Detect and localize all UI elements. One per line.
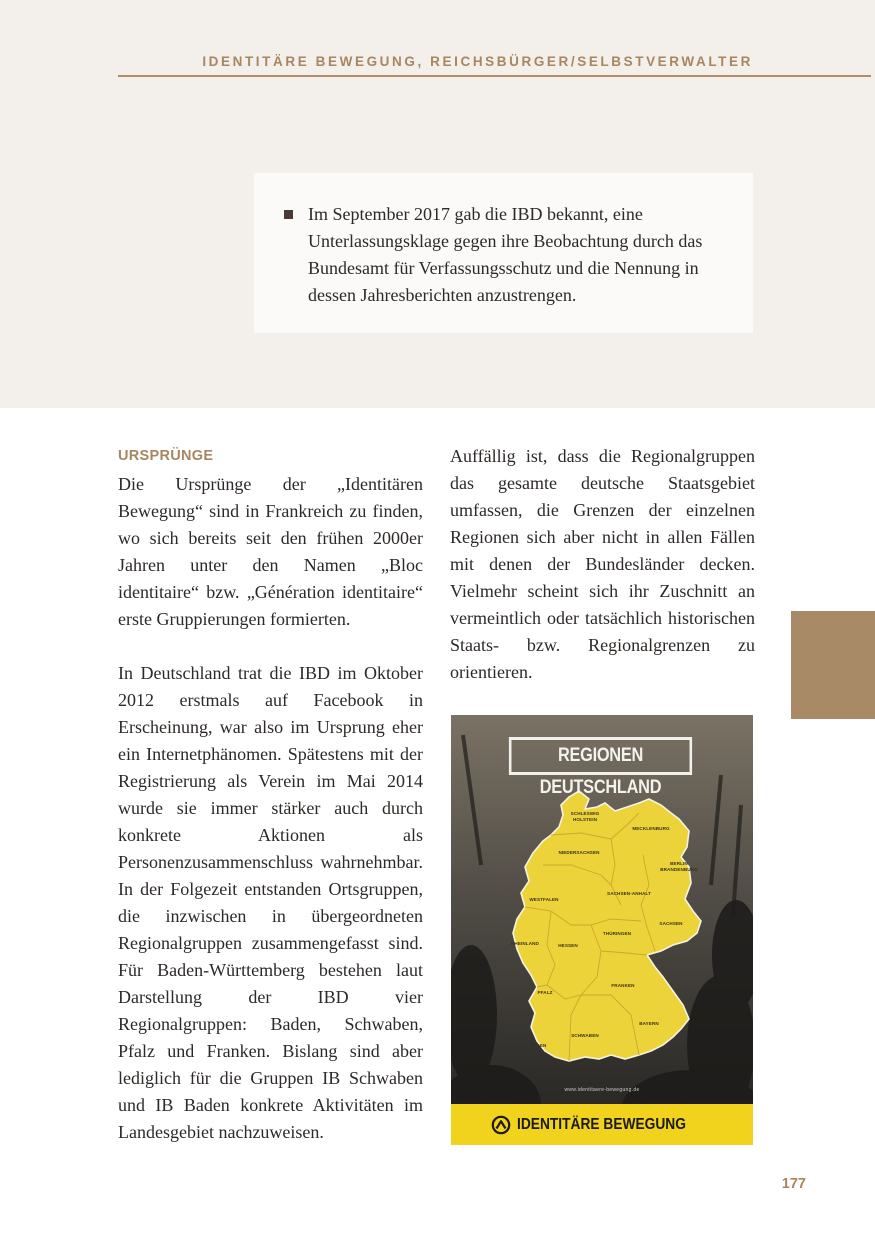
region-label-franken: FRANKEN [611, 983, 635, 988]
region-label-pfalz: PFALZ [537, 990, 553, 995]
lambda-logo-icon [491, 1115, 511, 1135]
poster-image [451, 715, 753, 1145]
header-rule [118, 75, 871, 77]
paragraph-germany: In Deutschland trat die IBD im Oktober 2012 erstmals auf Facebook in Erscheinung, war also im Ursprung eher ein Internetphänomen. Spätestens mit der Registrierung als Verein im Mai 2014 wurde sie immer stärker auch durch konkrete Aktionen als Personenzusammenschluss wahrnehmbar. In der Folgezeit entstanden Ortsgruppen, die inzwischen in übergeordneten Regionalgruppen zusammengefasst sind. Für Baden-Württemberg bestehen laut Darstellung der IBD vier Regionalgruppen: Baden, Schwaben, Pfalz und Franken. Bislang sind aber lediglich für die Gruppen IB Schwaben und IB Baden konkrete Aktivitäten im Landesgebiet nachzuweisen. [118, 663, 423, 1142]
poster-url: www.identitaere-bewegung.de [564, 1087, 640, 1093]
info-box [254, 173, 753, 333]
left-column [118, 445, 423, 1146]
chapter-side-tab [791, 611, 875, 719]
running-head: IDENTITÄRE BEWEGUNG, REICHSBÜRGER/SELBSTVERWALTER [202, 54, 753, 69]
section-heading: URSPRÜNGE [118, 448, 214, 464]
region-label-thueringen: THÜRINGEN [602, 931, 632, 936]
poster-footer-text: IDENTITÄRE BEWEGUNG [516, 1115, 686, 1133]
region-label-bayern: BAYERN [639, 1021, 659, 1026]
region-label-baden: BADEN [529, 1043, 547, 1048]
info-box-text: Im September 2017 gab die IBD bekannt, eine Unterlassungsklage gegen ihre Beobachtung durch das Bundesamt für Verfassungsschutz und die Nennung in dessen Jahresberichten anzustrengen. [308, 204, 703, 305]
region-label-sachsen-anhalt: SACHSEN-ANHALT [607, 891, 651, 896]
square-bullet-icon [284, 210, 293, 219]
region-label-schleswig-holstein: SCHLESWIG HOLSTEIN [570, 811, 600, 822]
region-label-westfalen: WESTFALEN [529, 897, 559, 902]
poster-footer [451, 1104, 753, 1145]
paragraph-regions: Auffällig ist, dass die Regionalgruppen das gesamte deutsche Staatsgebiet umfassen, die Grenzen der einzelnen Regionen sich aber nicht in allen Fällen mit denen der Bundesländer decken. Vielmehr scheint sich ihr Zuschnitt an vermeintlich oder tatsächlich historischen Staats- bzw. Regionalgrenzen zu orientieren. [450, 446, 755, 682]
region-label-berlin-brandenburg: BERLIN BRANDENBURG [660, 861, 698, 872]
right-column [450, 443, 755, 686]
region-label-schwaben: SCHWABEN [571, 1033, 599, 1038]
paragraph-origins: Die Ursprünge der „Identitären Bewegung“ sind in Frankreich zu finden, wo sich bereits seit den frühen 2000er Jahren unter den Namen „Bloc identitaire“ bzw. „Génération identitaire“ erste Gruppierungen formierten. [118, 474, 423, 629]
region-label-mecklenburg: MECKLENBURG [632, 826, 670, 831]
region-label-sachsen: SACHSEN [659, 921, 683, 926]
region-label-rheinland: RHEINLAND [511, 941, 539, 946]
page-number: 177 [781, 1176, 806, 1192]
region-label-hessen: HESSEN [558, 943, 578, 948]
region-label-niedersachsen: NIEDERSACHSEN [558, 850, 600, 855]
poster-title: REGIONEN DEUTSCHLAND [509, 737, 692, 775]
